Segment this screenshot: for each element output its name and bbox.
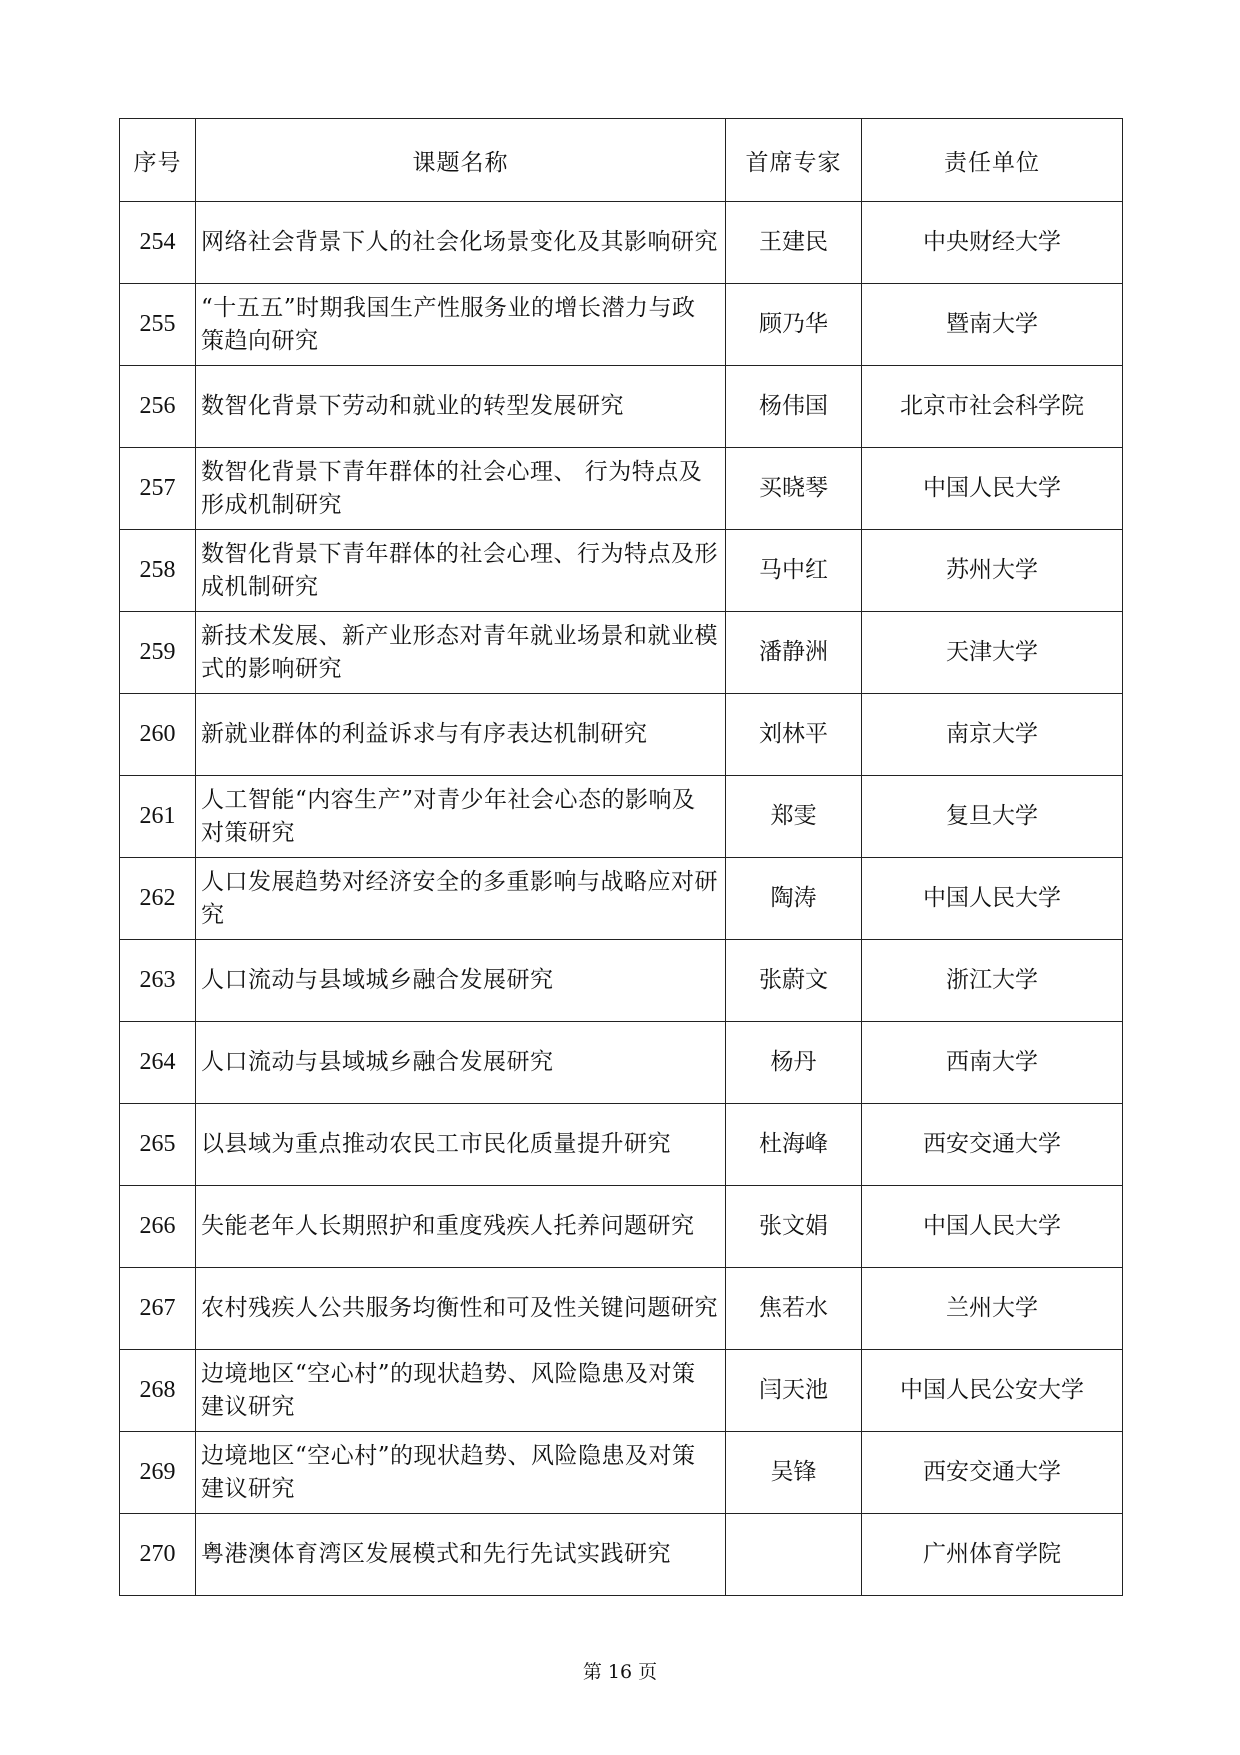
table-row [120, 1022, 1123, 1104]
row-number: 268 [120, 1350, 196, 1432]
row-number: 255 [120, 284, 196, 366]
table-header [120, 119, 1123, 202]
row-number: 261 [120, 776, 196, 858]
project-table [119, 118, 1123, 1596]
chief-expert: 杨伟国 [726, 366, 862, 448]
project-title: “十五五”时期我国生产性服务业的增长潜力与政策趋向研究 [196, 284, 726, 366]
table-row [120, 202, 1123, 284]
chief-expert: 张蔚文 [726, 940, 862, 1022]
row-number: 256 [120, 366, 196, 448]
responsible-unit: 复旦大学 [862, 776, 1123, 858]
responsible-unit: 广州体育学院 [862, 1514, 1123, 1596]
project-title: 以县域为重点推动农民工市民化质量提升研究 [196, 1104, 726, 1186]
row-number: 257 [120, 448, 196, 530]
table-row [120, 858, 1123, 940]
header-row [120, 119, 1123, 202]
chief-expert: 买晓琴 [726, 448, 862, 530]
responsible-unit: 中国人民大学 [862, 1186, 1123, 1268]
responsible-unit: 中国人民公安大学 [862, 1350, 1123, 1432]
row-number: 263 [120, 940, 196, 1022]
table-row [120, 1186, 1123, 1268]
project-title: 失能老年人长期照护和重度残疾人托养问题研究 [196, 1186, 726, 1268]
project-title: 粤港澳体育湾区发展模式和先行先试实践研究 [196, 1514, 726, 1596]
page-number: 第 16 页 [582, 1661, 658, 1683]
responsible-unit: 浙江大学 [862, 940, 1123, 1022]
project-title: 农村残疾人公共服务均衡性和可及性关键问题研究 [196, 1268, 726, 1350]
responsible-unit: 西南大学 [862, 1022, 1123, 1104]
project-title: 人工智能“内容生产”对青少年社会心态的影响及对策研究 [196, 776, 726, 858]
row-number: 265 [120, 1104, 196, 1186]
project-title: 边境地区“空心村”的现状趋势、风险隐患及对策建议研究 [196, 1432, 726, 1514]
project-title: 边境地区“空心村”的现状趋势、风险隐患及对策建议研究 [196, 1350, 726, 1432]
responsible-unit: 北京市社会科学院 [862, 366, 1123, 448]
row-number: 270 [120, 1514, 196, 1596]
table-row [120, 1350, 1123, 1432]
responsible-unit: 中国人民大学 [862, 858, 1123, 940]
responsible-unit: 西安交通大学 [862, 1104, 1123, 1186]
chief-expert: 王建民 [726, 202, 862, 284]
responsible-unit: 中央财经大学 [862, 202, 1123, 284]
table-row [120, 694, 1123, 776]
header-unit: 责任单位 [862, 119, 1123, 202]
table-row [120, 612, 1123, 694]
chief-expert: 张文娟 [726, 1186, 862, 1268]
responsible-unit: 天津大学 [862, 612, 1123, 694]
table-row [120, 1514, 1123, 1596]
project-title: 数智化背景下劳动和就业的转型发展研究 [196, 366, 726, 448]
table-row [120, 530, 1123, 612]
row-number: 260 [120, 694, 196, 776]
chief-expert: 潘静洲 [726, 612, 862, 694]
chief-expert: 刘林平 [726, 694, 862, 776]
chief-expert: 陶涛 [726, 858, 862, 940]
responsible-unit: 中国人民大学 [862, 448, 1123, 530]
table-row [120, 776, 1123, 858]
project-title: 数智化背景下青年群体的社会心理、行为特点及形成机制研究 [196, 530, 726, 612]
project-title: 人口流动与县域城乡融合发展研究 [196, 940, 726, 1022]
chief-expert: 闫天池 [726, 1350, 862, 1432]
row-number: 254 [120, 202, 196, 284]
table-row [120, 1432, 1123, 1514]
table-row [120, 940, 1123, 1022]
responsible-unit: 暨南大学 [862, 284, 1123, 366]
row-number: 258 [120, 530, 196, 612]
project-title: 网络社会背景下人的社会化场景变化及其影响研究 [196, 202, 726, 284]
row-number: 264 [120, 1022, 196, 1104]
table-row [120, 1268, 1123, 1350]
table-row [120, 284, 1123, 366]
row-number: 262 [120, 858, 196, 940]
row-number: 266 [120, 1186, 196, 1268]
project-title: 新技术发展、新产业形态对青年就业场景和就业模式的影响研究 [196, 612, 726, 694]
chief-expert: 郑雯 [726, 776, 862, 858]
chief-expert: 吴锋 [726, 1432, 862, 1514]
chief-expert: 马中红 [726, 530, 862, 612]
project-table-container [119, 118, 1122, 1596]
responsible-unit: 南京大学 [862, 694, 1123, 776]
chief-expert [726, 1514, 862, 1596]
chief-expert: 顾乃华 [726, 284, 862, 366]
chief-expert: 焦若水 [726, 1268, 862, 1350]
responsible-unit: 苏州大学 [862, 530, 1123, 612]
chief-expert: 杜海峰 [726, 1104, 862, 1186]
responsible-unit: 西安交通大学 [862, 1432, 1123, 1514]
table-row [120, 366, 1123, 448]
header-expert: 首席专家 [726, 119, 862, 202]
row-number: 267 [120, 1268, 196, 1350]
header-no: 序号 [120, 119, 196, 202]
row-number: 269 [120, 1432, 196, 1514]
table-row [120, 448, 1123, 530]
row-number: 259 [120, 612, 196, 694]
project-title: 人口流动与县域城乡融合发展研究 [196, 1022, 726, 1104]
project-title: 数智化背景下青年群体的社会心理、 行为特点及形成机制研究 [196, 448, 726, 530]
project-title: 人口发展趋势对经济安全的多重影响与战略应对研究 [196, 858, 726, 940]
chief-expert: 杨丹 [726, 1022, 862, 1104]
responsible-unit: 兰州大学 [862, 1268, 1123, 1350]
table-row [120, 1104, 1123, 1186]
table-body [120, 202, 1123, 1596]
project-title: 新就业群体的利益诉求与有序表达机制研究 [196, 694, 726, 776]
header-title: 课题名称 [196, 119, 726, 202]
